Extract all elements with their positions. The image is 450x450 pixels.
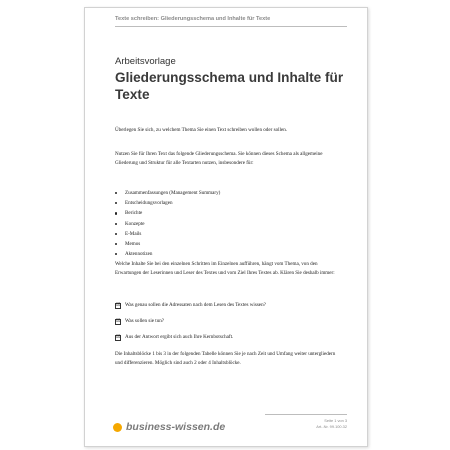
checklist-item: [115, 302, 347, 318]
running-header: Texte schreiben: Gliederungsschema und Inhalte für Texte: [115, 16, 271, 22]
paragraph-blocks: Die Inhaltsblöcke 1 bis 3 in der folgenden Tabelle können Sie je nach Zeit und Umfang weiter untergliedern und differenzieren. Möglich sind auch 2 oder 4 Inhaltsblöcke.: [115, 351, 336, 367]
list-item: Berichte: [115, 208, 220, 218]
list-item: Zusammenfassungen (Management Summary): [115, 188, 220, 198]
checkbox-icon: ☑: [116, 319, 121, 324]
bullet-icon: [115, 253, 117, 255]
document-page: [84, 7, 368, 447]
logo-text: business-wissen.de: [126, 421, 226, 433]
header-divider: [115, 26, 347, 27]
list-item: Memos: [115, 239, 220, 249]
list-item: Konzepte: [115, 219, 220, 229]
list-item: Entscheidungsvorlagen: [115, 198, 220, 208]
checklist-item: [115, 334, 347, 350]
checklist-text: Was sollen sie tun?: [125, 318, 165, 324]
document-title: Gliederungsschema und Inhalte für Texte: [115, 70, 344, 102]
checkbox-icon: ☑: [116, 335, 121, 340]
bullet-icon: [115, 212, 117, 214]
bullet-icon: [115, 223, 117, 225]
paragraph-content: Welche Inhalte Sie bei den einzelnen Schritten im Einzelnen aufführen, hängt vom Thema, von den Erwartungen der Leserinnen und Leser des Textes und vom Ziel Ihres Textes ab. Klären Sie deshalb immer:: [115, 261, 335, 277]
list-item: Aktennotizen: [115, 249, 220, 259]
list-item: E-Mails: [115, 229, 220, 239]
article-number: Art.-Nr. 99.100.32: [316, 424, 347, 429]
bullet-icon: [115, 192, 117, 194]
bullet-icon: [115, 233, 117, 235]
bullet-icon: [115, 202, 117, 204]
checklist-text: Aus der Antwort ergibt sich auch Ihre Kernbotschaft.: [125, 334, 234, 340]
brand-logo: [113, 421, 253, 435]
page-number: Seite 1 von 3: [324, 418, 347, 423]
footer-meta: [316, 418, 347, 430]
checkbox-icon: ☑: [116, 303, 121, 308]
checklist-item: [115, 318, 347, 334]
bullet-icon: [115, 243, 117, 245]
checklist-text: Was genau sollen die Adressaten nach dem Lesen des Textes wissen?: [125, 302, 266, 308]
paragraph-schema: Nutzen Sie für Ihren Text das folgende Gliederungsschema. Sie können dieses Schema als allgemeine Gliederung und Struktur für alle Textarten nutzen, insbesondere für:: [115, 151, 323, 167]
text-types-list: [115, 188, 220, 259]
checklist: [115, 302, 347, 350]
logo-dot-icon: [113, 423, 122, 432]
paragraph-intro: Überlegen Sie sich, zu welchem Thema Sie einen Text schreiben wollen oder sollen.: [115, 127, 288, 133]
footer-divider: [265, 414, 347, 415]
document-kicker: Arbeitsvorlage: [115, 56, 176, 67]
